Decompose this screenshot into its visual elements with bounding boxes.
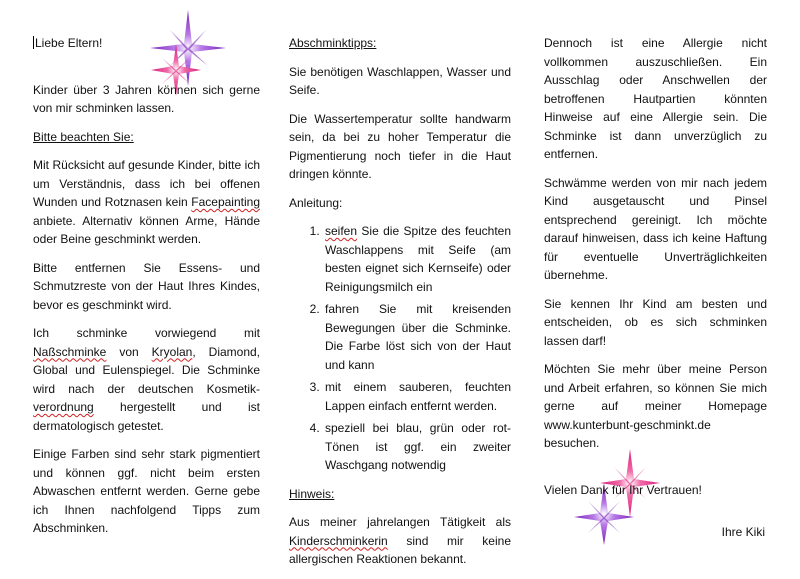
paragraph-health: Mit Rücksicht auf gesunde Kinder, bitte ich um Verständnis, dass ich bei offenen Wunden und Rotznasen kein Facepainting anbiete. Alternativ können Arme, Hände oder Beine geschminkt werden. <box>33 158 260 246</box>
spellcheck-word: verordnung <box>33 400 94 414</box>
paragraph-hinweis: Aus meiner jahrelangen Tätigkeit als Kinderschminkerin sind mir keine allergischen Reaktionen bekannt. <box>289 515 511 566</box>
section-heading: Bitte beachten Sie: <box>33 129 134 144</box>
intro-paragraph: Kinder über 3 Jahren können sich gerne von mir schminken lassen. <box>33 82 260 115</box>
paragraph-products: Ich schminke vorwiegend mit Naßschminke von Kryolan, Diamond, Global und Eulenspiegel. Die Schminke wird nach der deutschen Kosmetik-verordnung hergestellt und ist dermatologisch getestet. <box>33 326 261 433</box>
paragraph-pigments: Einige Farben sind sehr stark pigmentiert und können ggf. nicht beim ersten Abwaschen entfernt werden. Gerne gebe ich Ihnen nachfolgend Tipps zum Abschminken. <box>33 447 260 535</box>
greeting: Liebe Eltern! <box>35 36 103 50</box>
paragraph-allergy: Dennoch ist eine Allergie nicht vollkommen auszuschließen. Ein Ausschlag oder Anschwellen der betroffenen Hautpartien könnten Hinweise auf eine Allergie sein. Die Schminke ist dann unverzüglich zu entfernen. <box>544 36 767 161</box>
text-cursor <box>33 36 34 49</box>
paragraph-needs: Sie benötigen Waschlappen, Wasser und Seife. <box>289 64 511 97</box>
list-item: 4. speziell bei blau, grün oder rot-Tönen ist ggf. ein zweiter Waschgang notwendig <box>323 419 511 475</box>
thanks-line: Vielen Dank für Ihr Vertrauen! <box>544 482 702 497</box>
paragraph-homepage: Möchten Sie mehr über meine Person und Arbeit erfahren, so können Sie mich gerne auf meiner Homepage www.kunterbunt-geschminkt.de besuchen. <box>544 362 767 450</box>
list-item: 3. mit einem sauberen, feuchten Lappen einfach entfernt werden. <box>323 378 511 415</box>
spellcheck-word: seifen <box>325 224 358 238</box>
section-heading: Abschminktipps: <box>289 36 377 50</box>
paragraph-decision: Sie kennen Ihr Kind am besten und entscheiden, ob es sich schminken lassen darf! <box>544 296 767 348</box>
spellcheck-word: Kryolan <box>151 344 193 359</box>
column-left <box>33 34 260 548</box>
list-item: 2. fahren Sie mit kreisenden Bewegungen über die Schminke. Die Farbe löst sich von der Haut und kann <box>323 300 511 374</box>
column-right <box>544 34 767 552</box>
paragraph-cleaning: Bitte entfernen Sie Essens- und Schmutzreste von der Haut Ihres Kindes, bevor es geschminkt wird. <box>33 260 260 312</box>
spellcheck-word: Naßschminke <box>33 344 107 359</box>
column-middle <box>289 34 511 579</box>
list-item: 1. seifen Sie die Spitze des feuchten Waschlappens mit Seife (am besten eignet sich Kernseife) oder Reinigungsmilch ein <box>323 222 511 296</box>
spellcheck-word: Kinderschminkerin <box>289 533 388 548</box>
instructions-list <box>289 222 511 475</box>
signature: Ihre Kiki <box>721 525 765 539</box>
paragraph-temperature: Die Wassertemperatur sollte handwarm sein, da bei zu hoher Temperatur die Pigmentierung noch tiefer in die Haut dringen könnte. <box>289 111 511 181</box>
paragraph-hygiene: Schwämme werden von mir nach jedem Kind ausgetauscht und Pinsel entsprechend gereinigt. Ich möchte darauf hinweisen, dass ich keine Haftung für eventuelle Unverträglichkeiten übernehme. <box>544 175 767 282</box>
spellcheck-word: Facepainting <box>191 195 260 209</box>
section-heading: Hinweis: <box>289 486 335 501</box>
instructions-label: Anleitung: <box>289 195 343 210</box>
